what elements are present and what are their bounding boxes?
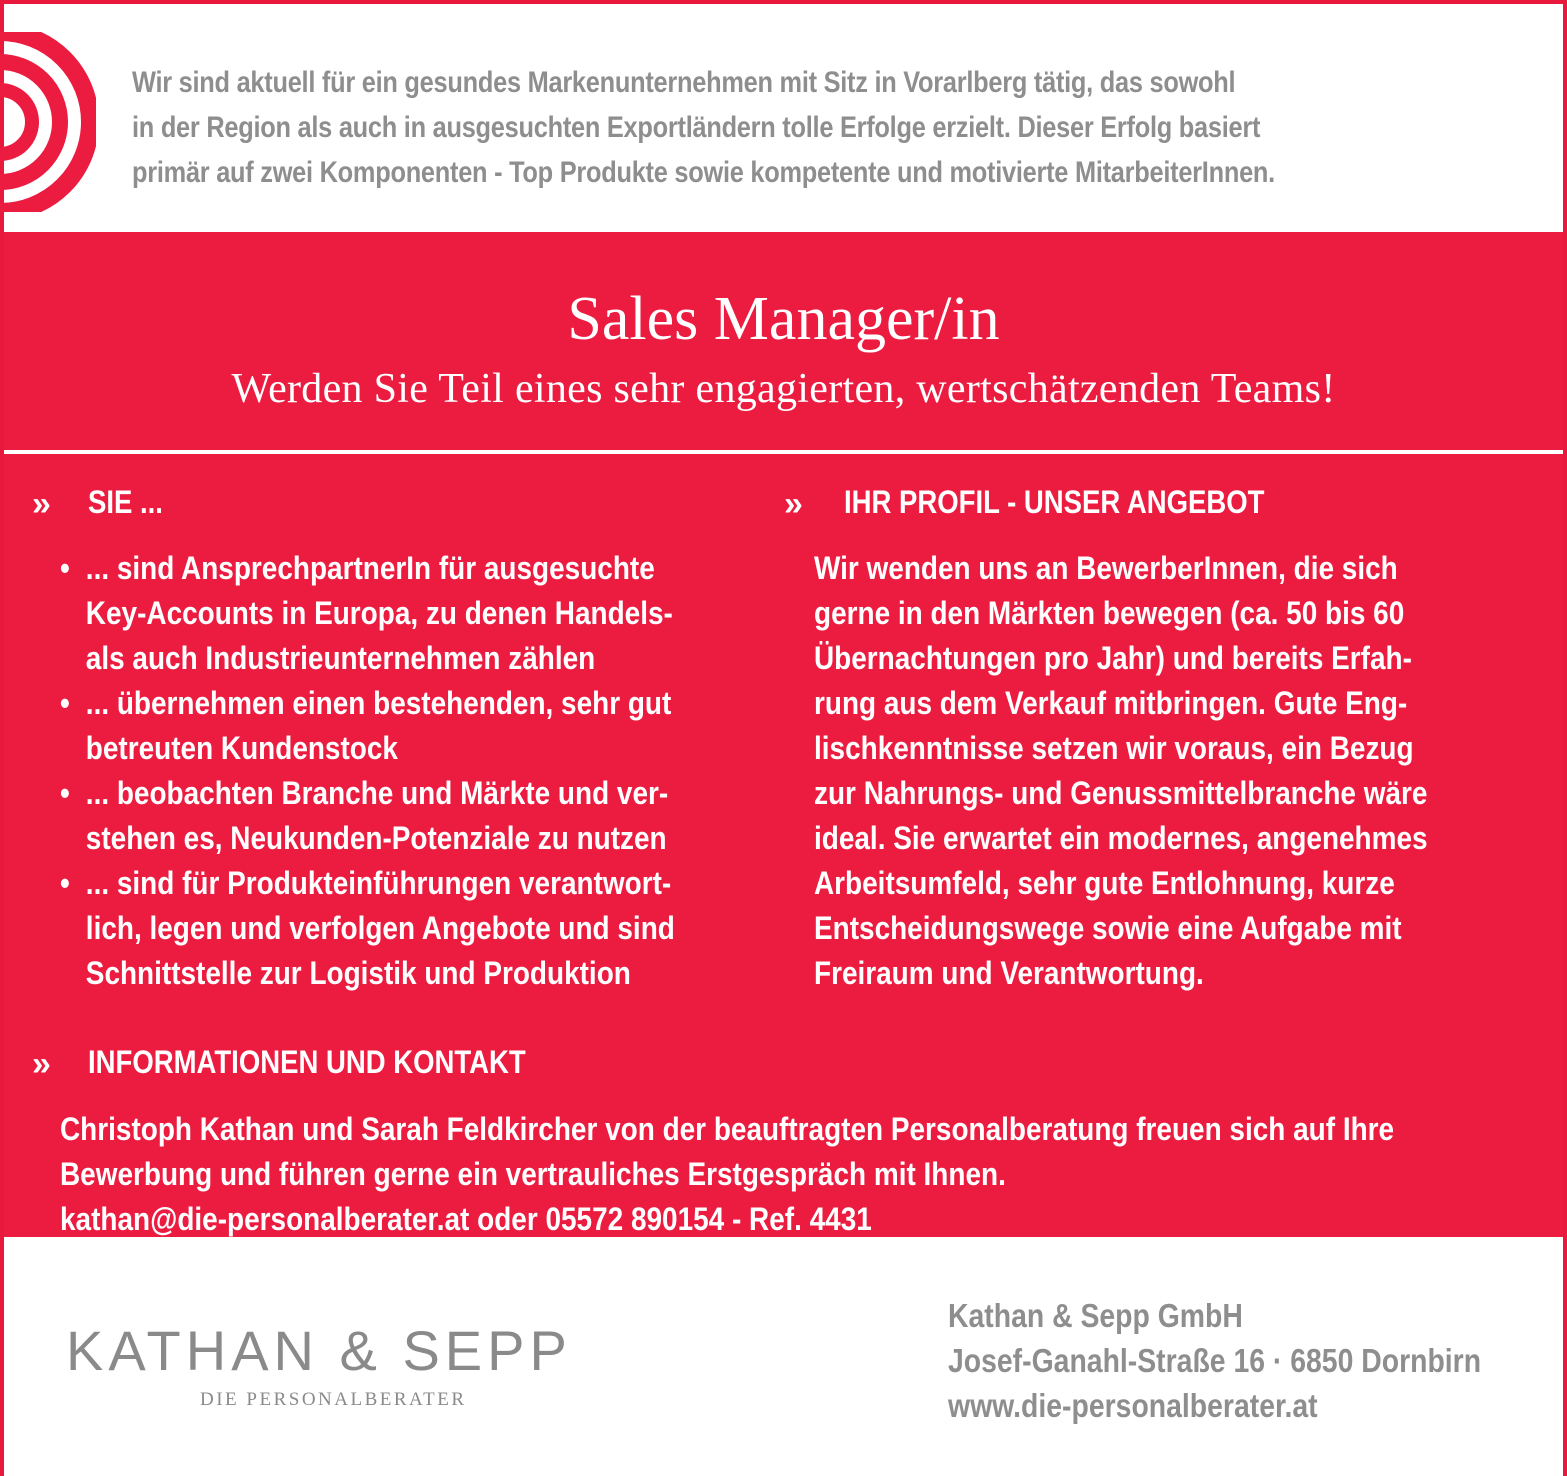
company-logo-tagline: DIE PERSONALBERATER <box>200 1389 467 1410</box>
bullet-icon: • <box>60 685 70 721</box>
company-logo-wordmark: KATHAN & SEPP <box>66 1319 572 1382</box>
bullet-icon: • <box>60 550 70 586</box>
sie-list <box>60 546 774 996</box>
list-item: • ... beobachten Branche und Märkte und ver- stehen es, Neukunden-Potenziale zu nutzen <box>60 771 774 861</box>
company-street: Josef-Ganahl-Straße 16 · 6850 Dornbirn <box>948 1342 1482 1379</box>
sie-heading: SIE ... <box>88 484 163 520</box>
job-title: Sales Manager/in <box>567 285 1000 353</box>
list-item: • ... sind AnsprechpartnerIn für ausgesuchte Key-Accounts in Europa, zu denen Handels- als auch Industrieunternehmen zählen <box>60 546 774 681</box>
profil-text: Wir wenden uns an BewerberInnen, die sich gerne in den Märkten bewegen (ca. 50 bis 60 Übernachtungen pro Jahr) und bereits Erfah- rung aus dem Verkauf mitbringen. Gute Eng- lischkenntnisse setzen wir voraus, ein Bezug zur Nahrungs- und Genussmittelbranche wäre ideal. Sie erwartet ein modernes, angenehmes Arbeitsumfeld, sehr gute Entlohnung, kurze Entscheidungswege sowie eine Aufgabe mit Freiraum und Verantwortung. <box>814 550 1428 991</box>
job-subtitle: Werden Sie Teil eines sehr engagierten, wertschätzenden Teams! <box>231 366 1336 412</box>
intro-band <box>4 4 1563 232</box>
bullet-icon: • <box>60 865 70 901</box>
kontakt-heading: INFORMATIONEN UND KONTAKT <box>88 1044 526 1080</box>
footer <box>4 1237 1563 1476</box>
list-item: • ... übernehmen einen bestehenden, sehr gut betreuten Kundenstock <box>60 681 774 771</box>
double-chevron-icon: » <box>784 485 803 523</box>
intro-paragraph: Wir sind aktuell für ein gesundes Markenunternehmen mit Sitz in Vorarlberg tätig, das sowohl in der Region als auch in ausgesuchten Exportländern tolle Erfolge erzielt. Dieser Erfolg basiert primär auf zwei Komponenten - Top Produkte sowie kompetente und motivierte MitarbeiterInnen. <box>132 66 1275 189</box>
profil-heading: IHR PROFIL - UNSER ANGEBOT <box>844 484 1265 520</box>
concentric-arcs-logo-icon <box>0 32 96 212</box>
company-website-link[interactable]: www.die-personalberater.at <box>948 1387 1318 1424</box>
job-details-section <box>4 232 1563 1237</box>
company-name: Kathan & Sepp GmbH <box>948 1297 1243 1334</box>
bullet-icon: • <box>60 775 70 811</box>
list-item: • ... sind für Produkteinführungen verantwort- lich, legen und verfolgen Angebote und sind Schnittstelle zur Logistik und Produktion <box>60 861 774 996</box>
double-chevron-icon: » <box>32 485 51 523</box>
company-address <box>948 1293 1481 1428</box>
kontakt-text: Christoph Kathan und Sarah Feldkircher von der beauftragten Personalberatung freuen sich auf Ihre Bewerbung und führen gerne ein vertrauliches Erstgespräch mit Ihnen. kathan@die-personalberater.at oder 05572 890154 - Ref. 4431 <box>60 1111 1395 1237</box>
double-chevron-icon: » <box>32 1045 51 1083</box>
section-divider <box>4 450 1563 454</box>
